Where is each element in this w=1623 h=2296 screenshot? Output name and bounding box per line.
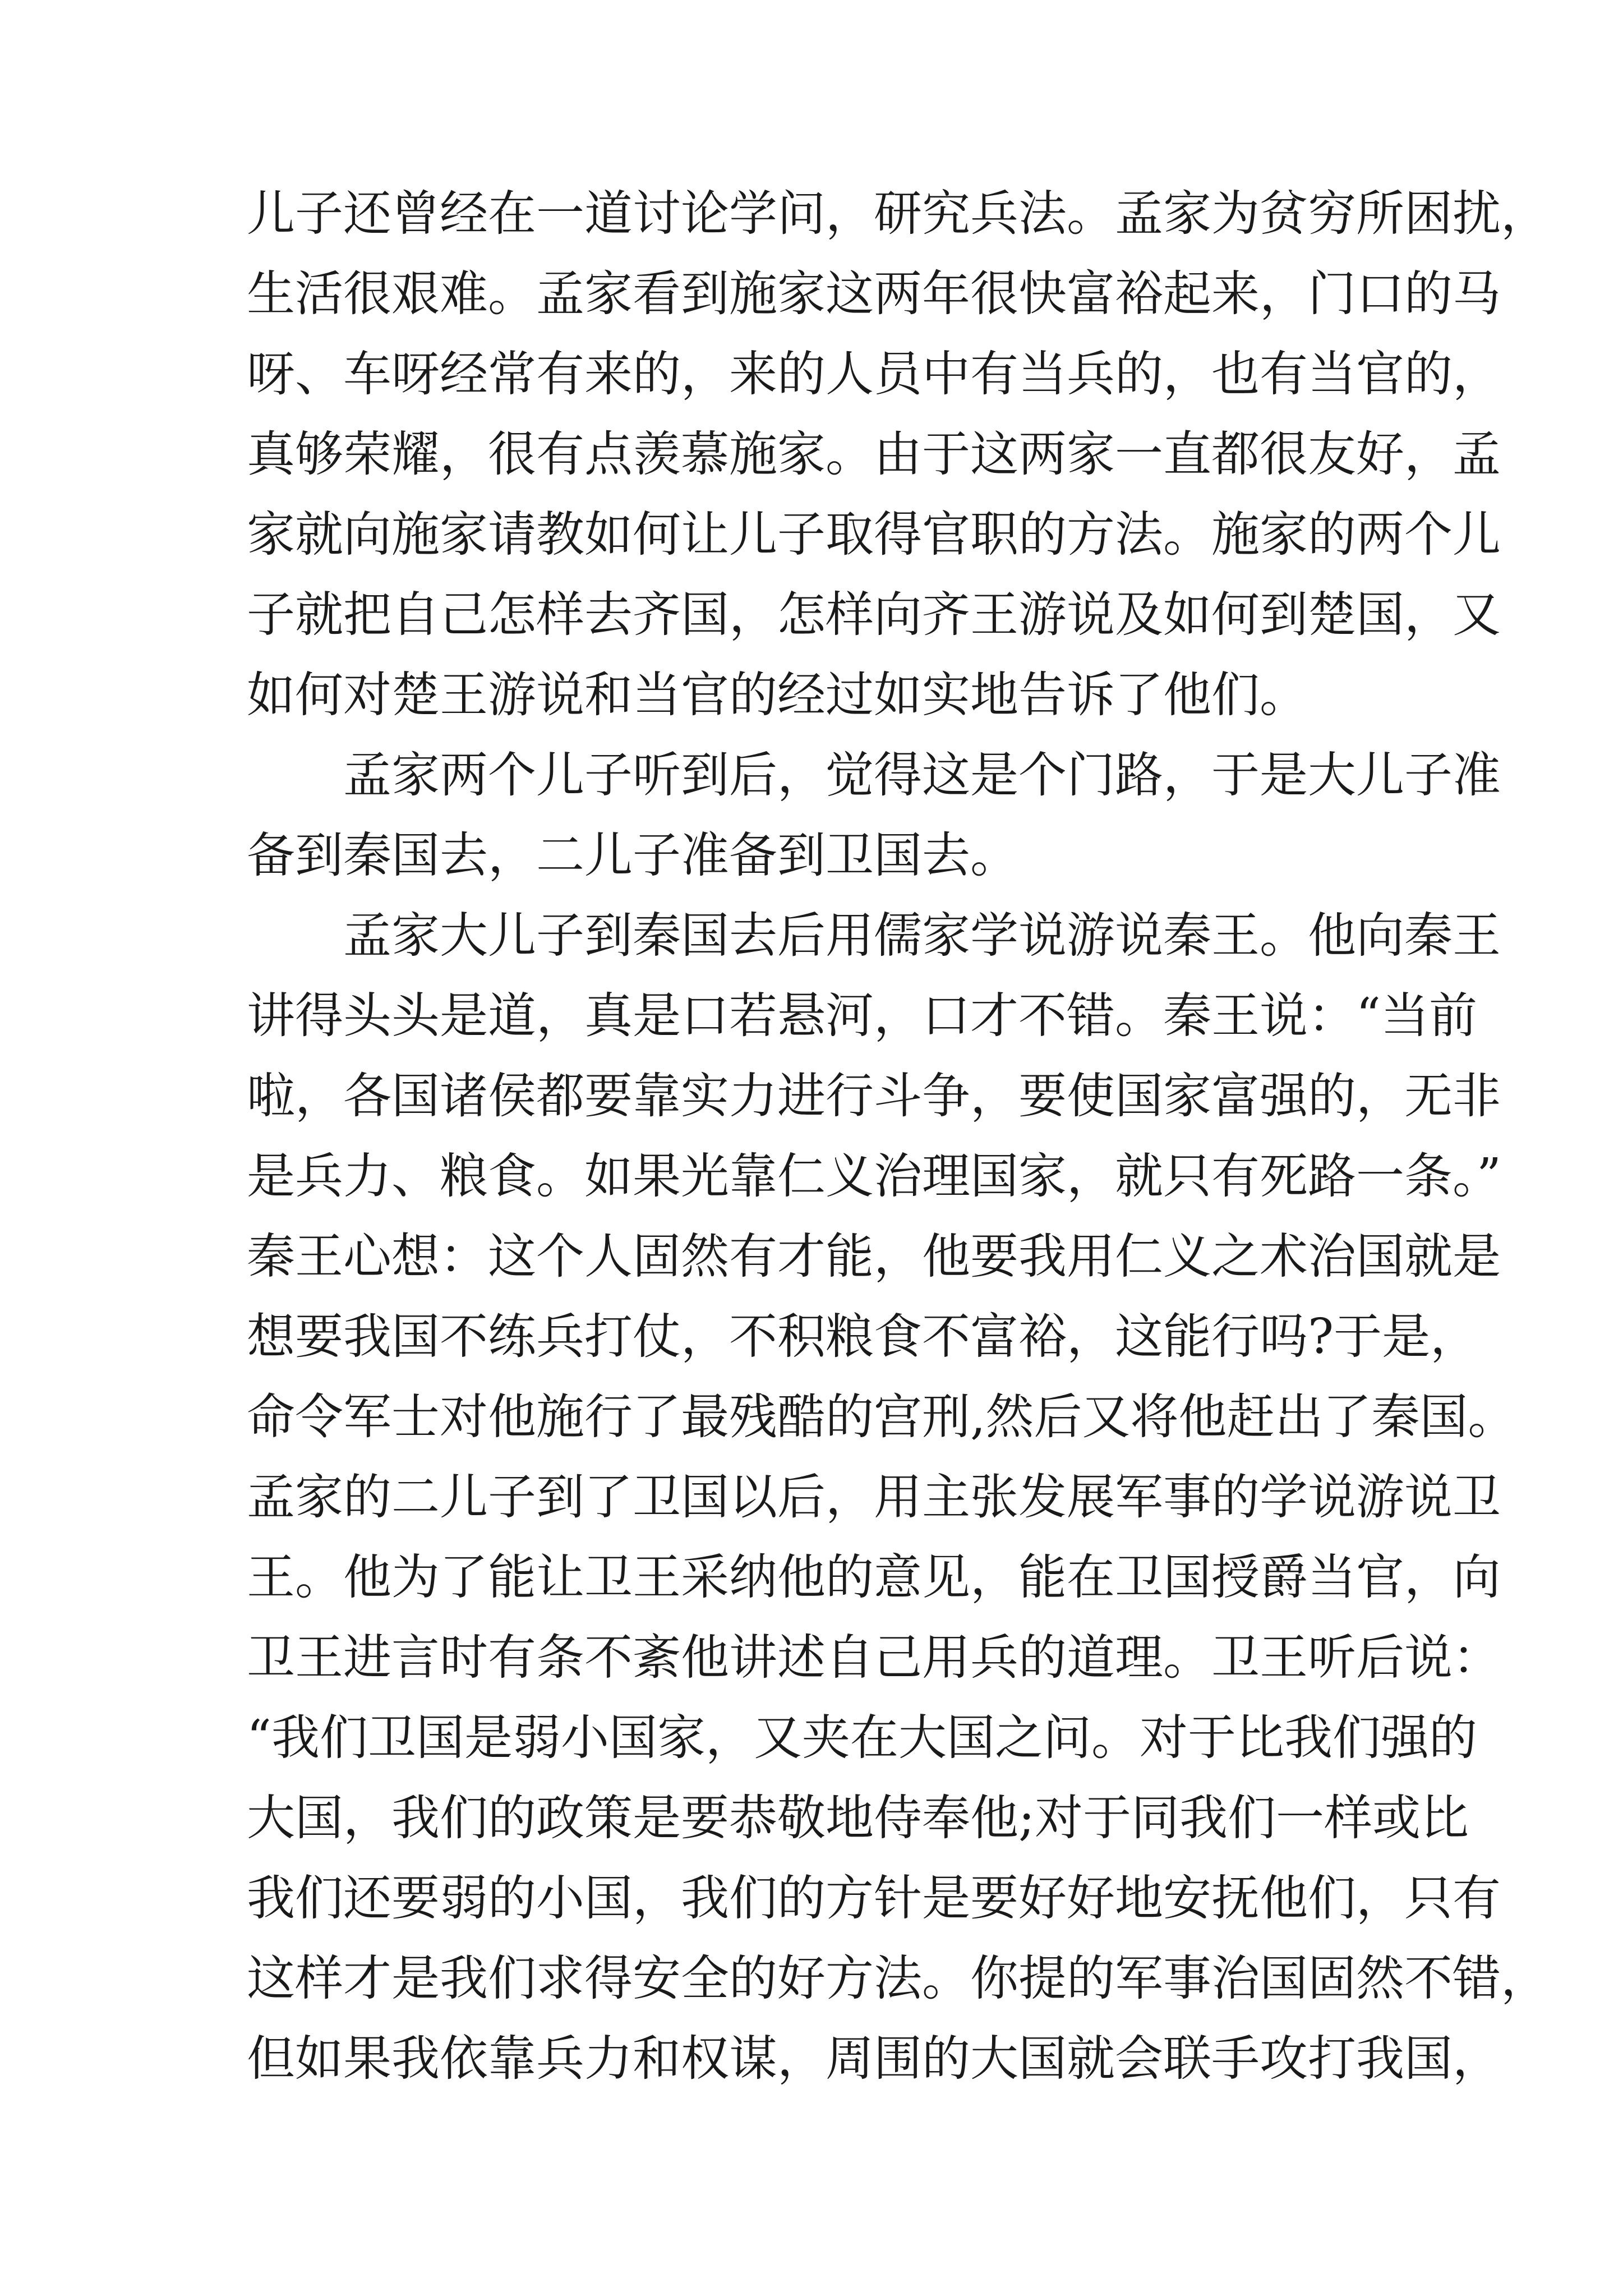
text-line: 这样才是我们求得安全的好方法。你提的军事治国固然不错， (247, 1950, 1549, 2007)
text-line: 真够荣耀，很有点羡慕施家。由于这两家一直都很友好，孟 (247, 426, 1501, 482)
text-line: 家就向施家请教如何让儿子取得官职的方法。施家的两个儿 (247, 507, 1501, 563)
text-line: 王。他为了能让卫王采纳他的意见，能在卫国授爵当官，向 (247, 1549, 1501, 1605)
text-line: 孟家的二儿子到了卫国以后，用主张发展军事的学说游说卫 (247, 1469, 1501, 1525)
text-line: 卫王进言时有条不紊他讲述自己用兵的道理。卫王听后说： (247, 1630, 1501, 1686)
text-line: 呀、车呀经常有来的，来的人员中有当兵的，也有当官的， (247, 346, 1501, 402)
text-line: 生活很艰难。孟家看到施家这两年很快富裕起来，门口的马 (247, 266, 1501, 322)
text-line: 啦，各国诸侯都要靠实力进行斗争，要使国家富强的，无非 (247, 1068, 1501, 1124)
text-line: 儿子还曾经在一道讨论学问，研究兵法。孟家为贫穷所困扰， (247, 186, 1549, 242)
text-line: 命令军士对他施行了最残酷的宫刑,然后又将他赶出了秦国。 (247, 1389, 1516, 1445)
text-line: 想要我国不练兵打仗，不积粮食不富裕，这能行吗?于是， (247, 1309, 1479, 1365)
text-line: 子就把自己怎样去齐国，怎样向齐王游说及如何到楚国，又 (247, 587, 1501, 643)
text-line: 秦王心想：这个人固然有才能，他要我用仁义之术治国就是 (247, 1228, 1501, 1285)
text-line: 如何对楚王游说和当官的经过如实地告诉了他们。 (247, 667, 1308, 723)
body-text (247, 174, 1549, 2099)
text-line: 是兵力、粮食。如果光靠仁义治理国家，就只有死路一条。” (247, 1148, 1501, 1204)
paragraph-start-line: 孟家两个儿子听到后，觉得这是个门路，于是大儿子准 (343, 747, 1501, 803)
text-line: 大国，我们的政策是要恭敬地侍奉他;对于同我们一样或比 (247, 1790, 1469, 1846)
paragraph-start-line: 孟家大儿子到秦国去后用儒家学说游说秦王。他向秦王 (343, 908, 1501, 964)
text-line: 我们还要弱的小国，我们的方针是要好好地安抚他们，只有 (247, 1870, 1501, 1926)
text-line: 但如果我依靠兵力和权谋，周围的大国就会联手攻打我国， (247, 2031, 1501, 2087)
text-line: “我们卫国是弱小国家，又夹在大国之问。对于比我们强的 (247, 1710, 1477, 1766)
text-line: 讲得头头是道，真是口若悬河，口才不错。秦王说：“当前 (247, 988, 1477, 1044)
text-line: 备到秦国去，二儿子准备到卫国去。 (247, 827, 1018, 884)
